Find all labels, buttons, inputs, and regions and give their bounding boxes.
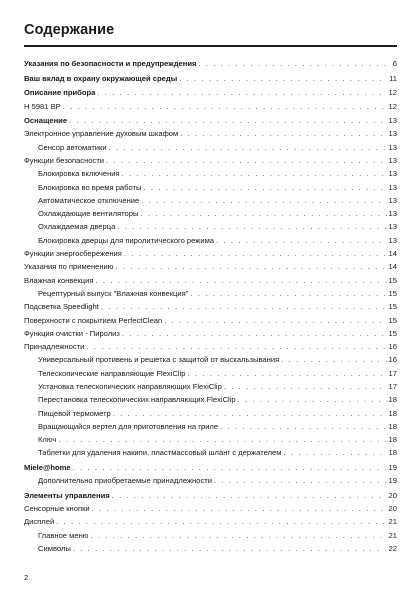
dot-leader: [188, 369, 387, 378]
toc-entry-title: Оснащение: [24, 116, 68, 126]
toc-entry-title: Описание прибора: [24, 88, 96, 98]
toc-entry-title: Указания по применению: [24, 262, 114, 272]
page-number: 2: [24, 573, 29, 582]
toc-entry-title: Подсветка Speedlight: [24, 302, 99, 312]
toc-entry-page-number: 13: [388, 222, 397, 232]
toc-entry-title: Ваш вклад в охрану окружающей среды: [24, 73, 178, 83]
toc-entry[interactable]: [24, 513, 397, 526]
dot-leader: [198, 59, 387, 68]
toc-entry[interactable]: [24, 178, 397, 191]
toc-entry-page-number: 20: [388, 504, 397, 514]
dot-leader: [180, 129, 386, 138]
toc-entry[interactable]: [24, 540, 397, 553]
toc-entry[interactable]: [24, 298, 397, 311]
toc-entry-title: Установка телескопических направляющих FlexiClip: [38, 381, 222, 391]
toc-entry-title: Блокировка во время работы: [38, 182, 142, 192]
toc-entry[interactable]: [24, 459, 397, 472]
toc-entry-page-number: 14: [388, 249, 397, 259]
dot-leader: [190, 289, 386, 298]
dot-leader: [283, 448, 386, 457]
toc-entry-title: Элементы управления: [24, 490, 110, 500]
toc-entry[interactable]: [24, 125, 397, 138]
dot-leader: [86, 342, 386, 351]
dot-leader: [238, 395, 387, 404]
dot-leader: [58, 435, 386, 444]
toc-entry-page-number: 15: [388, 315, 397, 325]
toc-entry[interactable]: [24, 112, 397, 125]
toc-entry[interactable]: [24, 97, 397, 110]
dot-leader: [69, 116, 386, 125]
toc-entry-page-number: 13: [388, 235, 397, 245]
toc-entry-page-number: 14: [388, 262, 397, 272]
dot-leader: [164, 316, 386, 325]
toc-entry-title: Влажная конвекция: [24, 275, 94, 285]
toc-entry-title: Сенсор автоматики: [38, 142, 107, 152]
toc-entry-page-number: 13: [388, 182, 397, 192]
dot-leader: [117, 222, 386, 231]
toc-entry[interactable]: [24, 55, 397, 68]
toc-entry[interactable]: [24, 192, 397, 205]
toc-entry-title: Главное меню: [38, 530, 89, 540]
toc-entry-page-number: 20: [388, 490, 397, 500]
toc-entry[interactable]: [24, 418, 397, 431]
toc-entry-title: Функция очистки - Пиролиз: [24, 328, 120, 338]
toc-entry-page-number: 13: [388, 155, 397, 165]
toc-entry-page-number: 13: [388, 209, 397, 219]
dot-leader: [113, 409, 387, 418]
dot-leader: [112, 491, 387, 500]
toc-entry-page-number: 18: [388, 435, 397, 445]
toc-entry-title: Телескопические направляющие FlexiClip: [38, 368, 186, 378]
toc-entry-page-number: 15: [388, 328, 397, 338]
dot-leader: [220, 422, 386, 431]
dot-leader: [109, 143, 387, 152]
toc-entry-title: Охлаждаемая дверца: [38, 222, 116, 232]
toc-entry-page-number: 13: [388, 169, 397, 179]
toc-entry[interactable]: [24, 378, 397, 391]
toc-entry-page-number: 19: [388, 476, 397, 486]
toc-entry[interactable]: [24, 311, 397, 324]
toc-entry-page-number: 17: [388, 368, 397, 378]
toc-entry-page-number: 13: [388, 129, 397, 139]
dot-leader: [216, 236, 387, 245]
toc-entry-page-number: 19: [388, 462, 397, 472]
toc-entry[interactable]: [24, 364, 397, 377]
title-divider: [24, 45, 397, 47]
toc-entry[interactable]: [24, 338, 397, 351]
toc-entry[interactable]: [24, 271, 397, 284]
toc-entry-title: Пищевой термометр: [38, 408, 111, 418]
toc-entry[interactable]: [24, 84, 397, 97]
toc-entry-page-number: 18: [388, 421, 397, 431]
toc-entry-title: Сенсорные кнопки: [24, 504, 90, 514]
toc-entry[interactable]: [24, 404, 397, 417]
toc-entry-page-number: 16: [388, 342, 397, 352]
toc-entry[interactable]: [24, 500, 397, 513]
toc-entry[interactable]: [24, 325, 397, 338]
toc-entry-page-number: 15: [388, 288, 397, 298]
dot-leader: [97, 88, 386, 97]
toc-entry-title: Таблетки для удаления накипи, пластмассовый шланг с держателем: [38, 448, 282, 458]
dot-leader: [56, 517, 386, 526]
toc-entry[interactable]: [24, 351, 397, 364]
toc-entry-title: Ключ: [38, 435, 57, 445]
toc-entry-title: Блокировка включения: [38, 169, 120, 179]
toc-entry-title: Дополнительно приобретаемые принадлежности: [38, 476, 212, 486]
toc-entry-page-number: 13: [388, 116, 397, 126]
toc-entry[interactable]: [24, 258, 397, 271]
toc-entry-page-number: 17: [388, 381, 397, 391]
toc-entry-title: Рецептурный выпуск "Влажная конвекция": [38, 288, 189, 298]
toc-entry[interactable]: [24, 391, 397, 404]
toc-entry[interactable]: [24, 285, 397, 298]
dot-leader: [73, 463, 387, 472]
toc-entry-page-number: 11: [389, 73, 397, 83]
toc-entry-page-number: 12: [388, 88, 397, 98]
toc-entry-page-number: 16: [388, 355, 397, 365]
toc-entry-page-number: 22: [388, 543, 397, 553]
dot-leader: [144, 183, 387, 192]
dot-leader: [101, 302, 387, 311]
toc-entry-title: Универсальный противень и решетка с защитой от выскальзывания: [38, 355, 280, 365]
toc-entry-page-number: 13: [388, 142, 397, 152]
toc-entry[interactable]: [24, 486, 397, 499]
dot-leader: [122, 169, 387, 178]
dot-leader: [106, 156, 387, 165]
toc-entry[interactable]: [24, 69, 397, 82]
toc-entry-title: Поверхности с покрытием PerfectClean: [24, 315, 163, 325]
toc-entry-title: Блокировка дверцы для пиролитического режима: [38, 235, 215, 245]
dot-leader: [214, 476, 387, 485]
toc-entry[interactable]: [24, 218, 397, 231]
toc-entry[interactable]: [24, 231, 397, 244]
dot-leader: [281, 355, 386, 364]
toc-entry-title: Вращающийся вертел для приготовления на гриле: [38, 421, 219, 431]
toc-entry-page-number: 18: [388, 395, 397, 405]
dot-leader: [122, 329, 387, 338]
toc-entry-title: H 5981 BP: [24, 101, 61, 111]
dot-leader: [95, 276, 386, 285]
toc-entry-page-number: 18: [388, 408, 397, 418]
dot-leader: [63, 102, 387, 111]
toc-entry[interactable]: [24, 245, 397, 258]
toc-entry-title: Электронное управление духовым шкафом: [24, 129, 179, 139]
toc-entry-page-number: 15: [388, 302, 397, 312]
table-of-contents: [24, 55, 397, 553]
dot-leader: [116, 262, 387, 271]
dot-leader: [141, 196, 386, 205]
dot-leader: [224, 382, 387, 391]
dot-leader: [92, 504, 387, 513]
toc-entry[interactable]: [24, 526, 397, 539]
toc-entry-title: Дисплей: [24, 517, 55, 527]
dot-leader: [179, 74, 387, 83]
toc-entry-title: Функции энергосбережения: [24, 249, 122, 259]
page-title: Содержание: [24, 22, 115, 38]
toc-entry-title: Принадлежности: [24, 342, 85, 352]
toc-entry-title: Охлаждающие вентиляторы: [38, 209, 139, 219]
toc-entry-title: Автоматическое отключение: [38, 195, 140, 205]
toc-entry-title: Символы: [38, 543, 71, 553]
toc-entry-page-number: 18: [388, 448, 397, 458]
toc-entry-page-number: 21: [388, 517, 397, 527]
toc-entry[interactable]: [24, 165, 397, 178]
toc-entry-page-number: 15: [388, 275, 397, 285]
toc-entry[interactable]: [24, 472, 397, 485]
toc-entry-title: Miele@home: [24, 462, 71, 472]
toc-entry[interactable]: [24, 444, 397, 457]
toc-entry[interactable]: [24, 152, 397, 165]
dot-leader: [140, 209, 386, 218]
dot-leader: [90, 531, 386, 540]
toc-entry[interactable]: [24, 138, 397, 151]
toc-entry-page-number: 6: [392, 59, 397, 69]
toc-entry-title: Функции безопасности: [24, 155, 105, 165]
toc-entry-title: Указания по безопасности и предупреждения: [24, 59, 197, 69]
toc-entry-page-number: 13: [388, 195, 397, 205]
toc-entry[interactable]: [24, 431, 397, 444]
dot-leader: [124, 249, 387, 258]
dot-leader: [73, 544, 387, 553]
toc-entry[interactable]: [24, 205, 397, 218]
toc-entry-page-number: 12: [388, 101, 397, 111]
toc-entry-title: Перестановка телескопических направляющих FlexiClip: [38, 395, 236, 405]
toc-entry-page-number: 21: [388, 530, 397, 540]
